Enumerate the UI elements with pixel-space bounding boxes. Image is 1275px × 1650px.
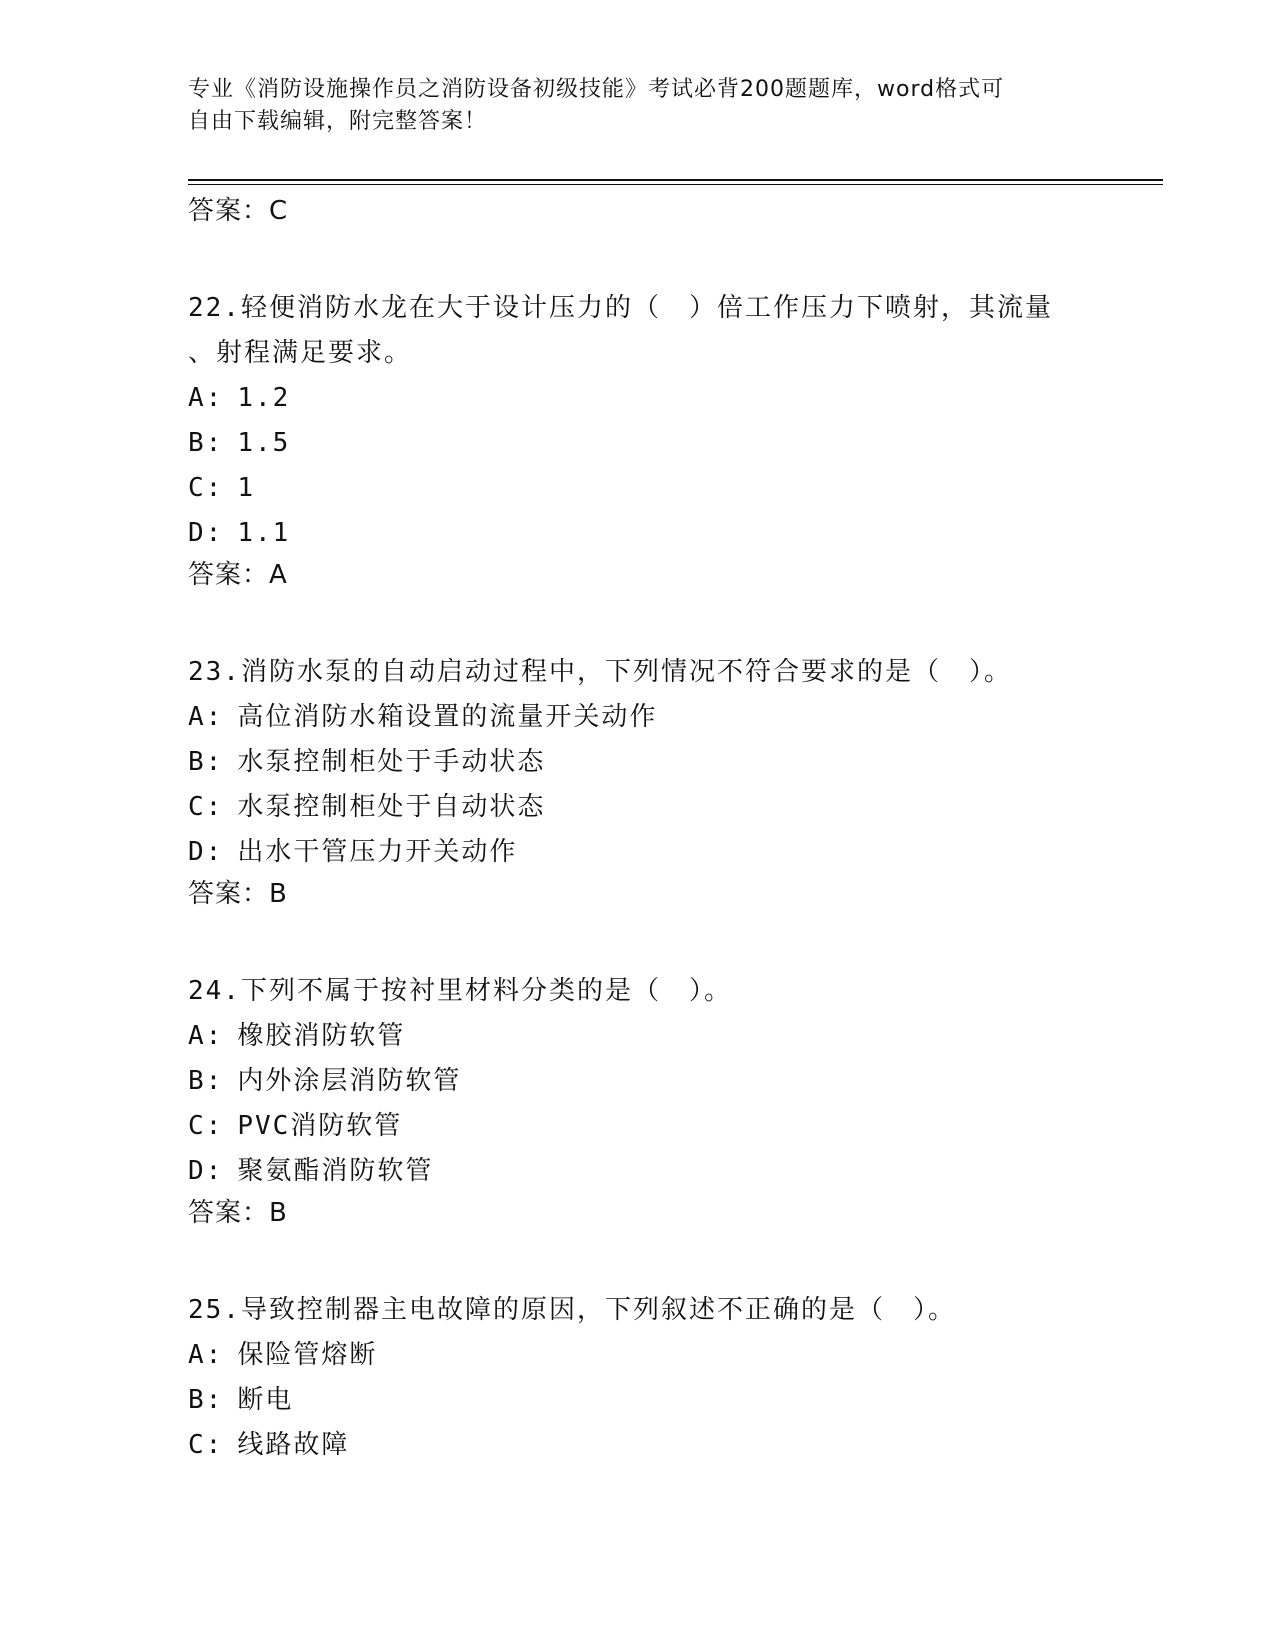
option-b <box>188 421 1088 466</box>
option-letter: C: <box>188 1430 224 1460</box>
option-letter: C: <box>188 1111 224 1141</box>
option-letter: A: <box>188 1340 224 1370</box>
document-body <box>188 194 1088 1468</box>
option-text: 1 <box>237 473 255 503</box>
question-23 <box>188 650 1088 911</box>
option-letter: D: <box>188 1156 224 1186</box>
option-text: 断电 <box>237 1385 294 1415</box>
option-text: 聚氨酯消防软管 <box>237 1156 434 1186</box>
option-letter: B: <box>188 428 224 458</box>
option-text: 内外涂层消防软管 <box>237 1066 462 1096</box>
option-a <box>188 1333 1088 1378</box>
option-a <box>188 695 1088 740</box>
answer-line: 答案：B <box>188 879 288 909</box>
header-line-2: 自由下载编辑，附完整答案！ <box>188 109 488 134</box>
option-letter: A: <box>188 702 224 732</box>
option-text: 水泵控制柜处于手动状态 <box>237 747 546 777</box>
question-stem-line: 24.下列不属于按衬里材料分类的是（ ）。 <box>188 976 732 1006</box>
option-text: 橡胶消防软管 <box>237 1021 406 1051</box>
question-stem <box>188 650 1088 695</box>
question-stem-line: 22.轻便消防水龙在大于设计压力的（ ）倍工作压力下喷射，其流量 <box>188 293 1053 323</box>
option-text: 线路故障 <box>237 1430 350 1460</box>
option-text: 出水干管压力开关动作 <box>237 837 518 867</box>
question-stem <box>188 1288 1088 1333</box>
question-stem <box>188 286 1088 376</box>
option-text: 高位消防水箱设置的流量开关动作 <box>237 702 658 732</box>
option-letter: B: <box>188 1385 224 1415</box>
option-d <box>188 511 1088 556</box>
option-d <box>188 1149 1088 1194</box>
option-b <box>188 740 1088 785</box>
option-text: 1.5 <box>237 428 291 458</box>
option-text: PVC消防软管 <box>237 1111 403 1141</box>
option-text: 保险管熔断 <box>237 1340 378 1370</box>
option-letter: C: <box>188 792 224 822</box>
option-d <box>188 830 1088 875</box>
option-c <box>188 1423 1088 1468</box>
option-b <box>188 1059 1088 1104</box>
option-letter: B: <box>188 1066 224 1096</box>
question-stem-line: 23.消防水泵的自动启动过程中，下列情况不符合要求的是（ ）。 <box>188 657 1012 687</box>
option-text: 1.2 <box>237 383 291 413</box>
header-divider-thin <box>188 184 1163 185</box>
option-c <box>188 785 1088 830</box>
header-divider <box>188 179 1163 181</box>
question-stem-line: 25.导致控制器主电故障的原因，下列叙述不正确的是（ ）。 <box>188 1295 956 1325</box>
question-24 <box>188 969 1088 1230</box>
option-text: 水泵控制柜处于自动状态 <box>237 792 546 822</box>
answer-line: 答案：C <box>188 196 289 226</box>
answer-line: 答案：A <box>188 560 288 590</box>
option-b <box>188 1378 1088 1423</box>
option-a <box>188 376 1088 421</box>
option-c <box>188 466 1088 511</box>
option-letter: B: <box>188 747 224 777</box>
option-letter: A: <box>188 1021 224 1051</box>
option-letter: D: <box>188 837 224 867</box>
option-c <box>188 1104 1088 1149</box>
option-text: 1.1 <box>237 518 291 548</box>
question-stem-line: 、射程满足要求。 <box>188 338 413 368</box>
option-letter: D: <box>188 518 224 548</box>
answer-line: 答案：B <box>188 1198 288 1228</box>
option-a <box>188 1014 1088 1059</box>
question-22 <box>188 286 1088 592</box>
question-stem <box>188 969 1088 1014</box>
option-letter: C: <box>188 473 224 503</box>
question-25 <box>188 1288 1088 1468</box>
page-header <box>188 74 1088 138</box>
header-line-1: 专业《消防设施操作员之消防设备初级技能》考试必背200题题库，word格式可 <box>188 77 1005 102</box>
option-letter: A: <box>188 383 224 413</box>
